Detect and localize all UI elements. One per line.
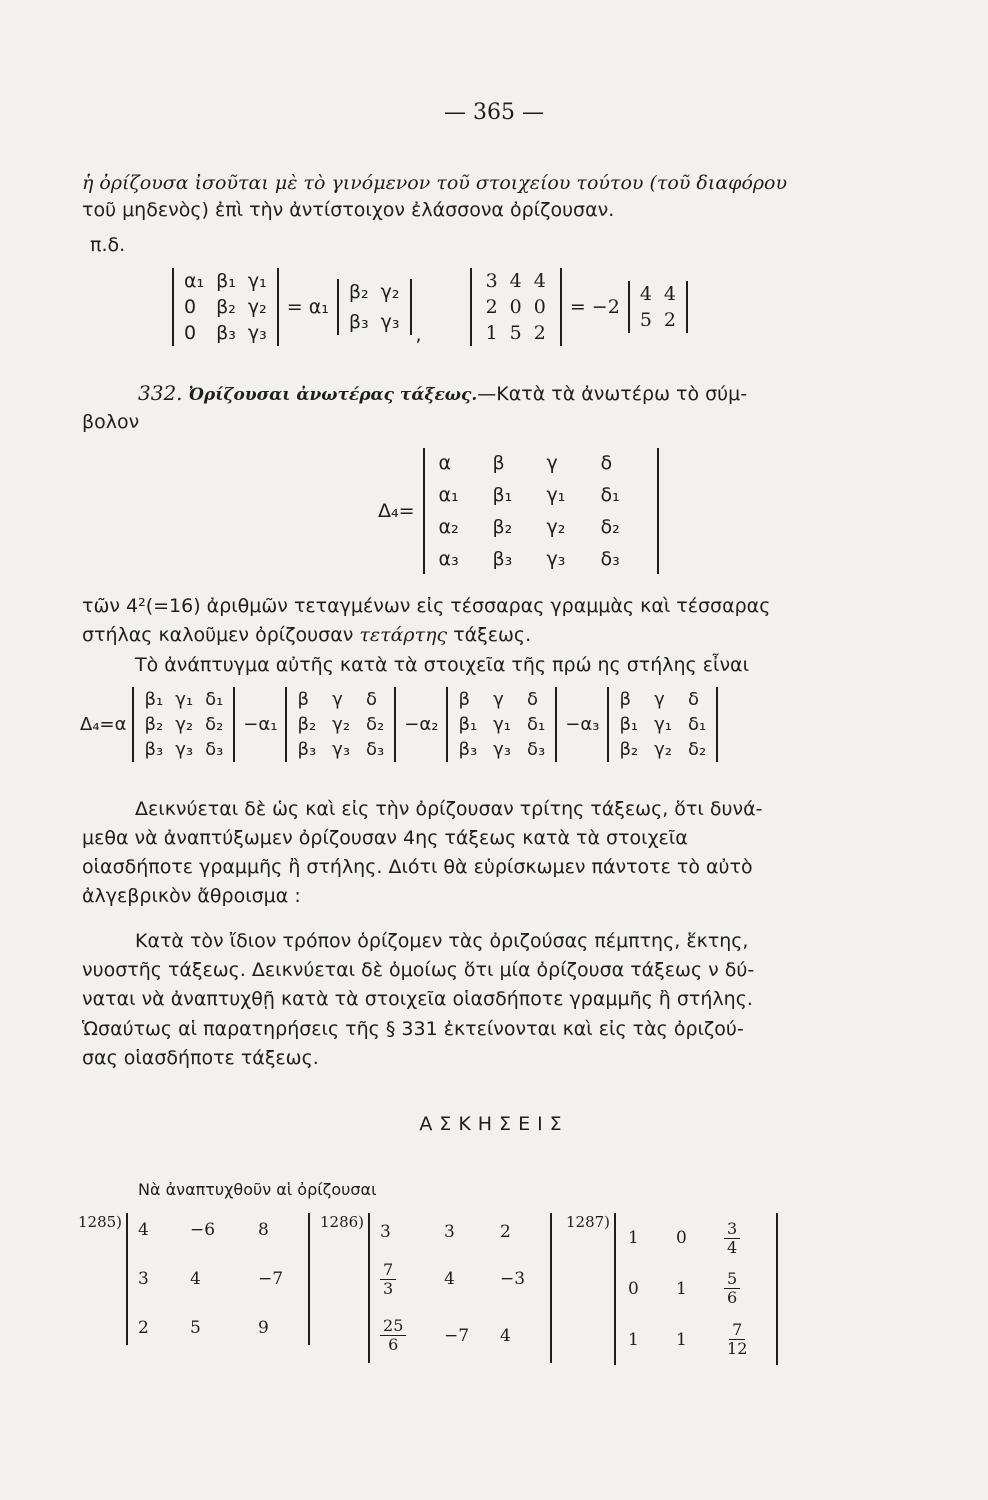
para2-line-2: μεθα νὰ ἀναπτύξωμεν ὀρίζουσαν 4ης τάξεως κατὰ τὰ στοιχεῖα	[82, 827, 688, 849]
comma: ,	[415, 324, 422, 346]
page-number: — 365 —	[444, 100, 544, 125]
exercise-determinant: 3 3 2 $\frac{7}{3}$ 4 −3 $\frac{25}{6}$ −7 4	[368, 1213, 552, 1363]
intro-line-2: τοῦ μηδενὸς) ἐπὶ τὴν ἀντίστοιχον ἐλάσσονα ὀρίζουσαν.	[82, 199, 615, 221]
para3-line-5: σας οἱασδήποτε τάξεως.	[82, 1047, 319, 1069]
equals-alpha1: = α₁	[286, 296, 329, 318]
fraction: $\frac{25}{6}$	[380, 1317, 406, 1354]
para1-line-1: τῶν 4²(=16) ἀριθμῶν τεταγμένων εἰς τέσσαρας γραμμὰς καὶ τέσσαρας	[82, 595, 771, 617]
para3-line-4: Ὡσαύτως αἱ παρατηρήσεις τῆς § 331 ἐκτείνονται καὶ εἰς τὰς ὀριζού-	[82, 1018, 744, 1040]
exercise-label: 1287)	[566, 1213, 611, 1231]
para2-line-3: οἱασδήποτε γραμμῆς ἢ στήλης. Διότι θὰ εὑρίσκωμεν πάντοτε τὸ αὐτὸ	[82, 856, 753, 878]
exercises-instruction: Νὰ ἀναπτυχθοῦν αἱ ὀρίζουσαι	[138, 1180, 377, 1199]
fraction: $\frac{5}{6}$	[724, 1270, 740, 1307]
intro-line-1: ἡ ὀρίζουσα ἰσοῦται μὲ τὸ γινόμενον τοῦ στοιχείου τούτου (τοῦ διαφόρου	[82, 172, 788, 194]
example-equations	[172, 268, 688, 346]
expansion-formula	[80, 687, 718, 762]
para1-line-2: στήλας καλοῦμεν ὀρίζουσαν τετάρτης τάξεως.	[82, 624, 532, 646]
det-grid: α₁ β₁ γ₁ 0 β₂ γ₂ 0 β₃ γ₃	[184, 270, 267, 344]
operator-minus-alpha2: −α₂	[404, 714, 439, 735]
exercise-1285	[78, 1213, 310, 1345]
para1-line-3: Τὸ ἀνάπτυγμα αὐτῆς κατὰ τὰ στοιχεῖα τῆς πρώ ης στήλης εἶναι	[135, 654, 750, 676]
section-heading	[138, 381, 938, 407]
minor-3: β γ δ β₁ γ₁ δ₁ β₃ γ₃ δ₃	[446, 687, 557, 762]
exercise-label: 1286)	[320, 1213, 365, 1231]
fraction: $\frac{7}{12}$	[727, 1320, 748, 1359]
minor-2: β γ δ β₂ γ₂ δ₂ β₃ γ₃ δ₃	[285, 687, 396, 762]
determinant-2x2-symbolic: β₂ γ₂ β₃ γ₃	[337, 279, 412, 335]
delta4-label: Δ₄=	[378, 500, 415, 522]
delta4-definition	[370, 448, 659, 574]
determinant-3x3-symbolic	[172, 268, 279, 346]
fraction: $\frac{3}{4}$	[724, 1220, 740, 1257]
determinant-3x3-numeric: 3 4 4 2 0 0 1 5 2	[470, 268, 562, 346]
exercise-determinant: 1 0 $\frac{3}{4}$ 0 1 $\frac{5}{6}$ 1 1 $\frac{7}{12}$	[614, 1213, 778, 1365]
minor-1: β₁ γ₁ δ₁ β₂ γ₂ δ₂ β₃ γ₃ δ₃	[132, 687, 235, 762]
exercise-label: 1285)	[78, 1213, 123, 1231]
minor-4: β γ δ β₁ γ₁ δ₁ β₂ γ₂ δ₂	[607, 687, 718, 762]
example-label: π.δ.	[90, 234, 126, 256]
exercises-heading: ΑΣΚΗΣΕΙΣ	[419, 1113, 569, 1135]
section-text-2: βολον	[82, 411, 140, 433]
operator-minus-alpha3: −α₃	[565, 714, 600, 735]
section-number: 332.	[138, 381, 183, 405]
para3-line-3: ναται νὰ ἀναπτυχθῇ κατὰ τὰ στοιχεῖα οἱασδήποτε γραμμῆς ἢ στήλης.	[82, 988, 753, 1010]
exercise-determinant: 4 −6 8 3 4 −7 2 5 9	[126, 1213, 310, 1345]
para2-line-4: ἀλγεβρικὸν ἄθροισμα :	[82, 885, 301, 907]
operator-minus-alpha1: −α₁	[243, 714, 278, 735]
expansion-lhs: Δ₄=α	[80, 714, 127, 735]
exercise-1286	[320, 1213, 552, 1363]
equals-minus-two: = −2	[569, 296, 620, 318]
determinant-2x2-numeric: 4 4 5 2	[628, 281, 688, 333]
determinant-4x4: α β γ δ α₁ β₁ γ₁ δ₁ α₂ β₂ γ₂ δ₂ α₃ β₃ γ₃ δ₃	[423, 448, 659, 574]
section-text: —Κατὰ τὰ ἀνωτέρω τὸ σύμ-	[477, 383, 748, 405]
exercise-1287	[566, 1213, 778, 1365]
section-title: Ὀρίζουσαι ἀνωτέρας τάξεως.	[188, 385, 478, 405]
fraction: $\frac{7}{3}$	[380, 1261, 396, 1298]
para3-line-2: νυοστῆς τάξεως. Δεικνύεται δὲ ὁμοίως ὅτι μία ὀρίζουσα τάξεως ν δύ-	[82, 959, 755, 981]
para3-line-1: Κατὰ τὸν ἴδιον τρόπον ὁρίζομεν τὰς ὀριζούσας πέμπτης, ἕκτης,	[135, 930, 749, 952]
para2-line-1: Δεικνύεται δὲ ὡς καὶ εἰς τὴν ὀρίζουσαν τρίτης τάξεως, ὅτι δυνά-	[135, 798, 763, 820]
